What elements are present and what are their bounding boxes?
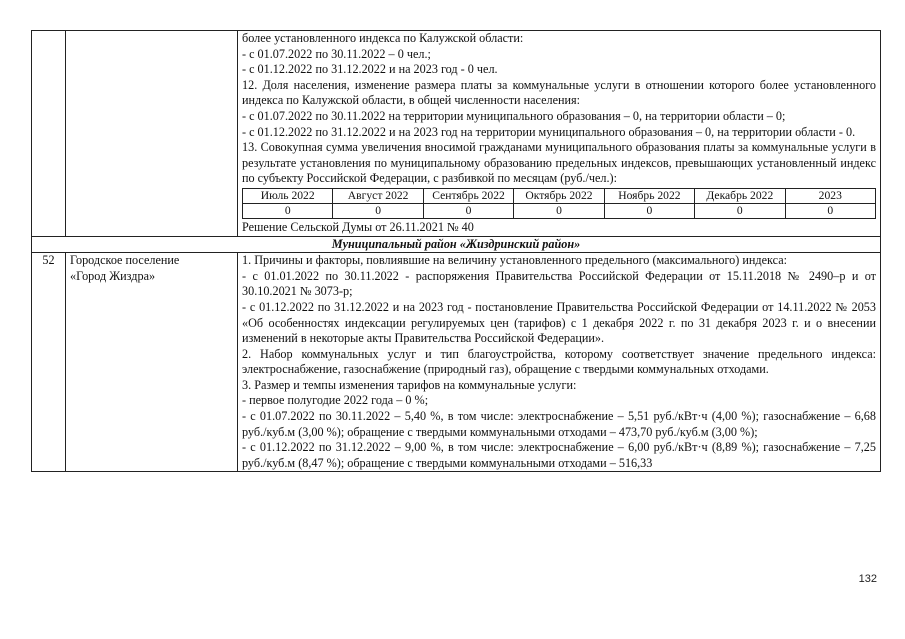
section-heading-row	[32, 236, 881, 253]
municipality-name-cell	[66, 253, 238, 472]
details-cell	[238, 253, 881, 472]
month-header: Сентябрь 2022	[423, 188, 513, 203]
month-header: Ноябрь 2022	[604, 188, 694, 203]
page-number: 132	[858, 573, 877, 585]
month-header: Август 2022	[333, 188, 423, 203]
paragraph: 1. Причины и факторы, повлиявшие на величину установленного предельного (максимального) индекса:	[242, 253, 788, 268]
paragraph: - с 01.12.2022 по 31.12.2022 – 9,00 %, в том числе: электроснабжение – 6,00 руб./кВт·ч (8,89 %); газоснабжение – 7,25 руб./куб.м (8,47 %); обращение с твердыми коммунальными отходами – 516,33	[242, 440, 876, 470]
municipality-name-line: Городское поселение	[70, 253, 180, 268]
month-value: 0	[514, 203, 604, 218]
month-value: 0	[695, 203, 785, 218]
decision-reference: Решение Сельской Думы от 26.11.2021 № 40	[242, 219, 474, 234]
month-header: Октябрь 2022	[514, 188, 604, 203]
month-value: 0	[243, 203, 333, 218]
section-heading: Муниципальный район «Жиздринский район»	[32, 236, 881, 253]
month-value: 0	[604, 203, 694, 218]
values-row	[243, 203, 876, 218]
month-value: 0	[333, 203, 423, 218]
paragraph: 2. Набор коммунальных услуг и тип благоустройства, которому соответствует значение предельного индекса: электроснабжение, газоснабжение (природный газ), обращение с твердыми коммунальных отходами.	[242, 346, 876, 377]
month-header: Декабрь 2022	[695, 188, 785, 203]
paragraph: более установленного индекса по Калужской области:	[242, 31, 524, 45]
paragraph: - с 01.07.2022 по 30.11.2022 – 0 чел.;	[242, 46, 431, 61]
paragraph: 13. Совокупная сумма увеличения вносимой гражданами муниципального образования платы за коммунальные услуги в результате установления по муниципальному образованию предельных индексов, превышающих установленный индекс по субъекту Российской Федерации, с разбивкой по месяцам (руб./чел.):	[242, 140, 876, 186]
paragraph: 3. Размер и темпы изменения тарифов на коммунальные услуги:	[242, 377, 577, 392]
months-row	[243, 188, 876, 203]
main-table	[31, 30, 881, 472]
paragraph: - с 01.01.2022 по 30.11.2022 - распоряжения Правительства Российской Федерации от 15.11.2018 № 2490–р и от 30.10.2021 № 3073-р;	[242, 268, 876, 299]
paragraph: - с 01.12.2022 по 31.12.2022 и на 2023 год на территории муниципального образования – 0, на территории области - 0.	[242, 124, 856, 139]
paragraph: 12. Доля населения, изменение размера платы за коммунальные услуги в отношении которого более установленного индекса по Калужской области, в общей численности населения:	[242, 77, 876, 108]
paragraph: - первое полугодие 2022 года – 0 %;	[242, 393, 429, 408]
month-value: 0	[423, 203, 513, 218]
month-header: Июль 2022	[243, 188, 333, 203]
municipality-name-cell	[66, 31, 238, 237]
paragraph: - с 01.12.2022 по 31.12.2022 и на 2023 год - 0 чел.	[242, 62, 498, 77]
month-value: 0	[785, 203, 875, 218]
row-number-cell: 52	[32, 253, 66, 472]
paragraph: - с 01.07.2022 по 30.11.2022 на территории муниципального образования – 0, на территории области – 0;	[242, 108, 786, 123]
municipality-name-line: «Город Жиздра»	[70, 268, 156, 283]
paragraph: - с 01.07.2022 по 30.11.2022 – 5,40 %, в том числе: электроснабжение – 5,51 руб./кВт·ч (4,00 %); газоснабжение – 6,68 руб./куб.м (3,00 %); обращение с твердыми коммунальными отходами – 473,70 руб./куб.м (3,00 %);	[242, 409, 876, 439]
row-number-cell	[32, 31, 66, 237]
table-row	[32, 253, 881, 472]
paragraph: - с 01.12.2022 по 31.12.2022 и на 2023 год - постановление Правительства Российской Федерации от 14.11.2022 № 2053 «Об особенностях индексации регулируемых цен (тарифов) с 1 декабря 2022 г. по 31 декабря 2023 г. и о внесении изменений в некоторые акты Правительства Российской Федерации».	[242, 299, 876, 346]
table-row	[32, 31, 881, 237]
month-header: 2023	[785, 188, 875, 203]
monthly-sum-table	[242, 188, 876, 219]
details-cell	[238, 31, 881, 237]
